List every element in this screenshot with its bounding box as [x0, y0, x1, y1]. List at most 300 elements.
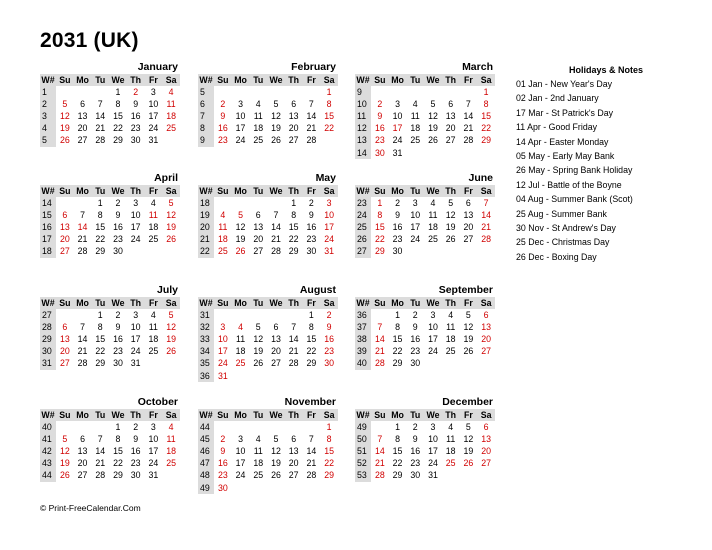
- day-cell: 14: [95, 111, 106, 122]
- day-cell: 19: [463, 334, 474, 345]
- day-cell: [477, 469, 495, 481]
- day-cell: 3: [150, 87, 156, 98]
- day-cell: 6: [255, 210, 261, 221]
- weekday-header: Mo: [74, 185, 92, 197]
- day-cell: [303, 370, 321, 382]
- day-cell: 4: [150, 198, 156, 209]
- day-cell: 25: [148, 346, 159, 357]
- weekday-header: Tu: [91, 185, 109, 197]
- day-cell: 8: [395, 434, 400, 445]
- day-cell: [267, 197, 285, 209]
- month-name: August: [299, 284, 336, 296]
- day-cell: 18: [445, 334, 456, 345]
- week-row: [355, 433, 495, 445]
- day-cell: 23: [217, 470, 228, 481]
- day-cell: 7: [483, 198, 489, 209]
- day-cell: [56, 421, 74, 433]
- day-cell: 12: [253, 334, 264, 345]
- weekday-header: Su: [56, 297, 74, 309]
- day-cell: 12: [235, 222, 246, 233]
- week-number: 21: [198, 233, 214, 245]
- day-cell: 15: [288, 222, 299, 233]
- day-cell: 13: [481, 322, 491, 333]
- day-cell: 27: [77, 135, 88, 146]
- day-cell: 10: [235, 446, 246, 457]
- holiday-note: 26 May - Spring Bank Holiday: [516, 165, 633, 176]
- day-cell: 12: [271, 446, 281, 457]
- day-cell: [424, 357, 442, 369]
- day-cell: 5: [448, 198, 454, 209]
- week-row: [355, 457, 495, 469]
- week-number: 17: [40, 233, 56, 245]
- day-cell: 12: [463, 322, 474, 333]
- day-cell: 26: [463, 346, 474, 357]
- day-cell: 21: [77, 346, 88, 357]
- day-cell: 14: [481, 210, 491, 221]
- week-number-header: W#: [199, 186, 213, 196]
- week-row: [355, 209, 495, 221]
- day-cell: [406, 86, 424, 98]
- day-cell: 3: [430, 422, 436, 433]
- day-cell: 3: [395, 99, 400, 110]
- day-cell: 17: [392, 123, 403, 134]
- week-row: [198, 134, 338, 146]
- week-row: [198, 122, 338, 134]
- day-cell: 26: [59, 470, 70, 481]
- day-cell: 7: [273, 210, 279, 221]
- day-cell: [460, 357, 478, 369]
- day-cell: 21: [271, 234, 281, 245]
- week-row: [40, 122, 180, 134]
- week-row: [198, 221, 338, 233]
- weekday-header-row: [40, 74, 180, 86]
- weekday-header: Sa: [477, 74, 495, 86]
- day-cell: [127, 245, 145, 257]
- weekday-header: Tu: [406, 409, 424, 421]
- day-cell: [442, 245, 460, 257]
- weekday-header: Mo: [232, 409, 250, 421]
- week-row: [40, 221, 180, 233]
- weekday-header: Mo: [389, 185, 407, 197]
- weekday-header: Mo: [232, 297, 250, 309]
- day-cell: 14: [95, 446, 106, 457]
- day-cell: 30: [113, 246, 123, 257]
- month-name: September: [438, 284, 493, 296]
- day-cell: 24: [148, 458, 159, 469]
- day-cell: [460, 86, 478, 98]
- weekday-header: Sa: [477, 409, 495, 421]
- week-number: 14: [355, 147, 371, 159]
- day-cell: 10: [410, 210, 421, 221]
- day-cell: [145, 245, 163, 257]
- day-cell: 27: [59, 246, 70, 257]
- day-cell: 3: [412, 198, 418, 209]
- day-cell: 15: [113, 446, 123, 457]
- weekday-header: Su: [371, 185, 389, 197]
- day-cell: 24: [235, 135, 246, 146]
- day-cell: 17: [130, 334, 141, 345]
- day-cell: 29: [324, 470, 334, 481]
- weekday-header: We: [424, 409, 442, 421]
- week-row: [198, 86, 338, 98]
- day-cell: 21: [463, 123, 474, 134]
- day-cell: 13: [288, 111, 299, 122]
- day-cell: [91, 421, 109, 433]
- day-cell: 18: [410, 123, 421, 134]
- day-cell: [424, 147, 442, 159]
- day-cell: 1: [326, 422, 332, 433]
- month-may: [198, 172, 338, 258]
- weekday-header: We: [109, 74, 127, 86]
- month-november: [198, 396, 338, 494]
- month-august: [198, 284, 338, 382]
- day-cell: [162, 245, 180, 257]
- week-row: [355, 245, 495, 257]
- day-cell: 28: [374, 470, 385, 481]
- weekday-header: Th: [285, 185, 303, 197]
- day-cell: 12: [59, 446, 70, 457]
- day-cell: 18: [148, 222, 159, 233]
- day-cell: 6: [62, 322, 68, 333]
- day-cell: 13: [271, 334, 281, 345]
- day-cell: 13: [77, 111, 88, 122]
- weekday-header: We: [267, 74, 285, 86]
- day-cell: 26: [271, 470, 281, 481]
- day-cell: [214, 86, 232, 98]
- weekday-header: Fr: [145, 297, 163, 309]
- day-cell: 31: [217, 370, 228, 381]
- month-name: May: [315, 172, 336, 184]
- day-cell: [249, 482, 267, 494]
- day-cell: 25: [166, 123, 176, 134]
- day-cell: [285, 482, 303, 494]
- day-cell: 13: [253, 222, 264, 233]
- month-name: June: [468, 172, 493, 184]
- weekday-header: Su: [56, 409, 74, 421]
- day-cell: 26: [253, 358, 264, 369]
- week-row: [198, 433, 338, 445]
- week-number: 40: [40, 421, 56, 433]
- weekday-header: Th: [442, 74, 460, 86]
- day-cell: 30: [374, 147, 385, 158]
- week-number: 14: [40, 197, 56, 209]
- weekday-header: Fr: [303, 74, 321, 86]
- weekday-header-row: [355, 185, 495, 197]
- weekday-header: Tu: [406, 297, 424, 309]
- week-row: [40, 134, 180, 146]
- day-cell: 7: [97, 434, 103, 445]
- day-cell: 27: [253, 246, 264, 257]
- week-number: 33: [198, 333, 214, 345]
- day-cell: 16: [113, 222, 123, 233]
- week-row: [198, 209, 338, 221]
- day-cell: 30: [324, 358, 334, 369]
- day-cell: 20: [288, 458, 299, 469]
- month-january: [40, 61, 180, 147]
- day-cell: 29: [95, 358, 106, 369]
- weekday-header: We: [424, 185, 442, 197]
- day-cell: 8: [377, 210, 383, 221]
- month-july: [40, 284, 180, 370]
- week-number: 24: [355, 209, 371, 221]
- day-cell: 20: [481, 446, 491, 457]
- day-cell: 4: [448, 310, 454, 321]
- weekday-header: Su: [214, 297, 232, 309]
- day-cell: 29: [95, 246, 106, 257]
- day-cell: 5: [273, 434, 279, 445]
- day-cell: 5: [273, 99, 279, 110]
- day-cell: 27: [445, 135, 456, 146]
- day-cell: 1: [308, 310, 314, 321]
- day-cell: 29: [113, 135, 123, 146]
- day-cell: 6: [291, 434, 297, 445]
- week-row: [40, 421, 180, 433]
- day-cell: 11: [428, 210, 438, 221]
- week-number: 31: [40, 357, 56, 369]
- month-table: [198, 74, 338, 147]
- day-cell: [303, 482, 321, 494]
- weekday-header: We: [424, 74, 442, 86]
- day-cell: 3: [220, 322, 226, 333]
- day-cell: [74, 86, 92, 98]
- day-cell: 1: [115, 422, 121, 433]
- day-cell: 15: [113, 111, 123, 122]
- day-cell: [267, 370, 285, 382]
- day-cell: 31: [148, 470, 159, 481]
- day-cell: 1: [291, 198, 297, 209]
- holiday-note: 26 Dec - Boxing Day: [516, 251, 597, 262]
- day-cell: [232, 86, 250, 98]
- week-row: [40, 345, 180, 357]
- week-row: [198, 469, 338, 481]
- day-cell: 6: [448, 99, 454, 110]
- day-cell: 5: [62, 434, 68, 445]
- day-cell: 30: [130, 470, 141, 481]
- day-cell: [162, 469, 180, 481]
- day-cell: 9: [395, 210, 400, 221]
- day-cell: 30: [392, 246, 403, 257]
- week-number: 44: [40, 469, 56, 481]
- day-cell: 7: [377, 434, 383, 445]
- month-table: [355, 297, 495, 370]
- month-table: [40, 297, 180, 370]
- week-row: [355, 110, 495, 122]
- day-cell: 14: [463, 111, 474, 122]
- week-number: 43: [40, 457, 56, 469]
- week-row: [355, 221, 495, 233]
- day-cell: 28: [77, 358, 88, 369]
- day-cell: 2: [308, 198, 314, 209]
- day-cell: 1: [483, 87, 489, 98]
- day-cell: 2: [133, 422, 139, 433]
- weekday-header: Sa: [162, 185, 180, 197]
- day-cell: 21: [374, 458, 385, 469]
- day-cell: 31: [392, 147, 403, 158]
- day-cell: 19: [463, 446, 474, 457]
- week-row: [40, 321, 180, 333]
- month-september: [355, 284, 495, 370]
- day-cell: [145, 357, 163, 369]
- day-cell: 30: [410, 358, 421, 369]
- day-cell: 2: [326, 310, 332, 321]
- day-cell: 20: [59, 346, 70, 357]
- day-cell: 16: [113, 334, 123, 345]
- week-row: [355, 469, 495, 481]
- day-cell: 17: [130, 222, 141, 233]
- day-cell: 15: [481, 111, 491, 122]
- weekday-header-row: [40, 185, 180, 197]
- day-cell: 11: [148, 322, 158, 333]
- weekday-header: We: [267, 185, 285, 197]
- week-row: [40, 445, 180, 457]
- week-row: [355, 421, 495, 433]
- day-cell: 7: [308, 434, 314, 445]
- month-table: [198, 409, 338, 494]
- day-cell: 5: [465, 422, 471, 433]
- day-cell: 8: [291, 210, 297, 221]
- day-cell: 5: [168, 310, 174, 321]
- week-number: 38: [355, 333, 371, 345]
- day-cell: [371, 421, 389, 433]
- weekday-header: Sa: [162, 74, 180, 86]
- day-cell: 4: [255, 434, 261, 445]
- week-row: [198, 98, 338, 110]
- day-cell: 18: [253, 458, 264, 469]
- day-cell: 4: [150, 310, 156, 321]
- day-cell: [56, 86, 74, 98]
- week-number-header: W#: [356, 75, 370, 85]
- day-cell: [285, 421, 303, 433]
- month-name: December: [442, 396, 493, 408]
- day-cell: [442, 469, 460, 481]
- week-number-header: W#: [41, 186, 55, 196]
- day-cell: 28: [306, 135, 317, 146]
- day-cell: [232, 482, 250, 494]
- week-number: 40: [355, 357, 371, 369]
- week-number: 13: [355, 134, 371, 146]
- day-cell: 6: [80, 99, 85, 110]
- week-row: [198, 457, 338, 469]
- day-cell: 23: [374, 135, 385, 146]
- week-number: 49: [355, 421, 371, 433]
- day-cell: [56, 309, 74, 321]
- day-cell: 13: [481, 434, 491, 445]
- week-number-header: W#: [356, 186, 370, 196]
- day-cell: 15: [392, 446, 403, 457]
- day-cell: 27: [288, 470, 299, 481]
- week-row: [40, 469, 180, 481]
- week-row: [355, 197, 495, 209]
- footer-credit: © Print-FreeCalendar.Com: [40, 503, 141, 513]
- weekday-header: Tu: [91, 297, 109, 309]
- day-cell: 17: [148, 446, 159, 457]
- day-cell: [460, 147, 478, 159]
- weekday-header: Mo: [232, 74, 250, 86]
- day-cell: 2: [220, 434, 226, 445]
- day-cell: 15: [324, 111, 334, 122]
- day-cell: 24: [235, 470, 246, 481]
- weekday-header: Mo: [74, 74, 92, 86]
- day-cell: 18: [217, 234, 228, 245]
- day-cell: [424, 245, 442, 257]
- day-cell: 9: [412, 434, 418, 445]
- month-name: November: [284, 396, 336, 408]
- week-row: [40, 457, 180, 469]
- day-cell: 3: [133, 310, 139, 321]
- weekday-header: Mo: [232, 185, 250, 197]
- week-number: 51: [355, 445, 371, 457]
- holiday-note: 11 Apr - Good Friday: [516, 122, 598, 133]
- weekday-header: Th: [127, 185, 145, 197]
- day-cell: 6: [273, 322, 279, 333]
- day-cell: 30: [306, 246, 317, 257]
- day-cell: 26: [59, 135, 70, 146]
- day-cell: 13: [59, 222, 70, 233]
- day-cell: 10: [217, 334, 228, 345]
- day-cell: 10: [148, 99, 159, 110]
- day-cell: 16: [392, 222, 403, 233]
- day-cell: 14: [77, 222, 88, 233]
- day-cell: 14: [374, 334, 385, 345]
- week-row: [40, 433, 180, 445]
- day-cell: 27: [463, 234, 474, 245]
- day-cell: 19: [59, 458, 70, 469]
- week-number: 16: [40, 221, 56, 233]
- weekday-header-row: [198, 409, 338, 421]
- weekday-header: Mo: [389, 297, 407, 309]
- day-cell: 4: [430, 198, 436, 209]
- day-cell: 17: [324, 222, 334, 233]
- notes-list: [516, 77, 696, 264]
- day-cell: 25: [428, 234, 438, 245]
- holiday-note: 14 Apr - Easter Monday: [516, 136, 609, 147]
- weekday-header: Th: [127, 297, 145, 309]
- day-cell: 12: [428, 111, 438, 122]
- day-cell: [74, 197, 92, 209]
- day-cell: [406, 245, 424, 257]
- day-cell: [74, 309, 92, 321]
- week-row: [40, 86, 180, 98]
- day-cell: 31: [324, 246, 334, 257]
- day-cell: 23: [306, 234, 317, 245]
- weekday-header: Su: [371, 74, 389, 86]
- day-cell: 23: [217, 135, 228, 146]
- week-row: [355, 357, 495, 369]
- day-cell: 26: [166, 346, 176, 357]
- day-cell: 24: [130, 234, 141, 245]
- day-cell: 22: [324, 123, 334, 134]
- week-row: [198, 370, 338, 382]
- day-cell: 22: [95, 234, 106, 245]
- day-cell: 24: [148, 123, 159, 134]
- day-cell: 16: [217, 123, 228, 134]
- weekday-header: Fr: [303, 409, 321, 421]
- day-cell: 12: [166, 322, 176, 333]
- week-number: 36: [355, 309, 371, 321]
- day-cell: 17: [410, 222, 421, 233]
- day-cell: 23: [392, 234, 403, 245]
- day-cell: 24: [130, 346, 141, 357]
- week-row: [355, 333, 495, 345]
- month-name: February: [291, 61, 336, 73]
- day-cell: 21: [306, 458, 317, 469]
- month-october: [40, 396, 180, 482]
- weekday-header-row: [355, 409, 495, 421]
- week-row: [355, 309, 495, 321]
- day-cell: 26: [463, 458, 474, 469]
- day-cell: 2: [115, 310, 121, 321]
- day-cell: 25: [253, 470, 264, 481]
